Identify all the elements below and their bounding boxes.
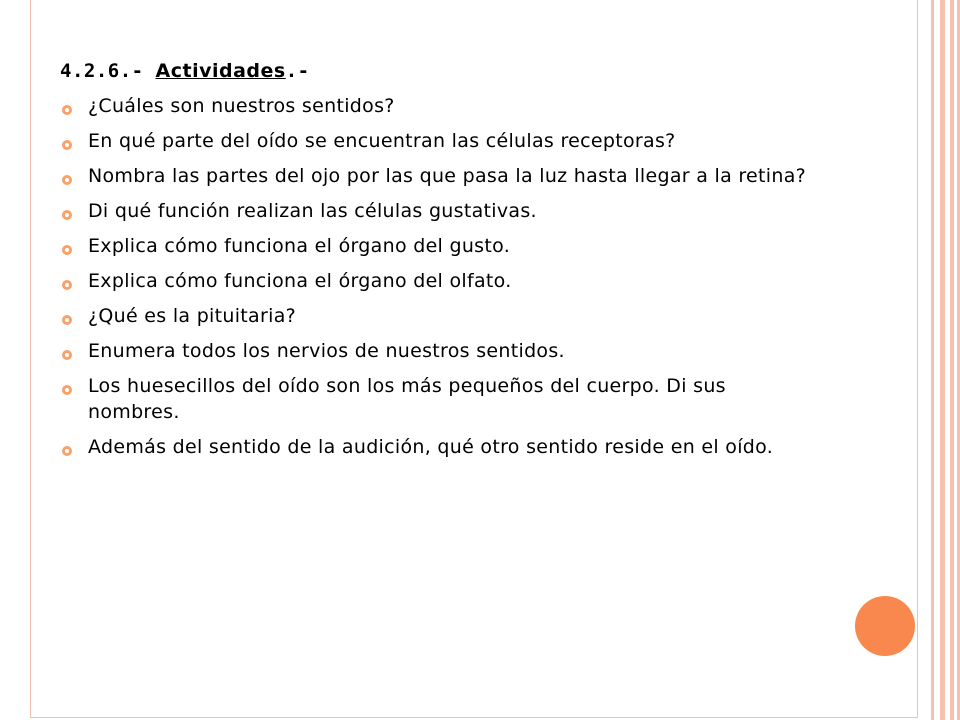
- slide-title: [60, 60, 310, 82]
- list-item: [60, 233, 820, 259]
- bullet-icon: [60, 173, 74, 187]
- list-item-text: Di qué función realizan las células gustativas.: [88, 200, 537, 222]
- bullet-icon: [60, 383, 74, 397]
- decorative-stripe: [950, 0, 954, 720]
- decorative-circle: [855, 596, 915, 656]
- list-item-text: Los huesecillos del oído son los más pequeños del cuerpo. Di sus nombres.: [88, 375, 726, 423]
- list-item-text: Además del sentido de la audición, qué otro sentido reside en el oído.: [88, 436, 774, 458]
- decorative-stripe: [931, 0, 934, 720]
- bullet-icon: [60, 138, 74, 152]
- bullet-icon: [60, 243, 74, 257]
- list-item: [60, 128, 820, 154]
- list-item: [60, 434, 820, 460]
- title-word: Actividades: [155, 60, 286, 82]
- list-item: [60, 163, 820, 189]
- list-item-text: Explica cómo funciona el órgano del olfato.: [88, 270, 512, 292]
- list-item-text: Explica cómo funciona el órgano del gusto.: [88, 235, 511, 257]
- list-item-text: En qué parte del oído se encuentran las células receptoras?: [88, 130, 676, 152]
- bullet-icon: [60, 348, 74, 362]
- list-item: [60, 373, 820, 425]
- bullet-icon: [60, 313, 74, 327]
- list-item: [60, 268, 820, 294]
- decorative-stripe: [940, 0, 945, 720]
- bullet-icon: [60, 208, 74, 222]
- list-item: [60, 303, 820, 329]
- list-item-text: Enumera todos los nervios de nuestros sentidos.: [88, 340, 565, 362]
- list-item: [60, 338, 820, 364]
- title-trailer: .-: [285, 60, 310, 82]
- list-item: [60, 93, 820, 119]
- title-number: 4.2.6.-: [60, 60, 156, 82]
- bullet-icon: [60, 103, 74, 117]
- list-item-text: ¿Cuáles son nuestros sentidos?: [88, 95, 395, 117]
- list-item: [60, 198, 820, 224]
- list-item-text: ¿Qué es la pituitaria?: [88, 305, 297, 327]
- bullet-icon: [60, 444, 74, 458]
- activities-list: [60, 93, 820, 469]
- bullet-icon: [60, 278, 74, 292]
- list-item-text: Nombra las partes del ojo por las que pasa la luz hasta llegar a la retina?: [88, 165, 807, 187]
